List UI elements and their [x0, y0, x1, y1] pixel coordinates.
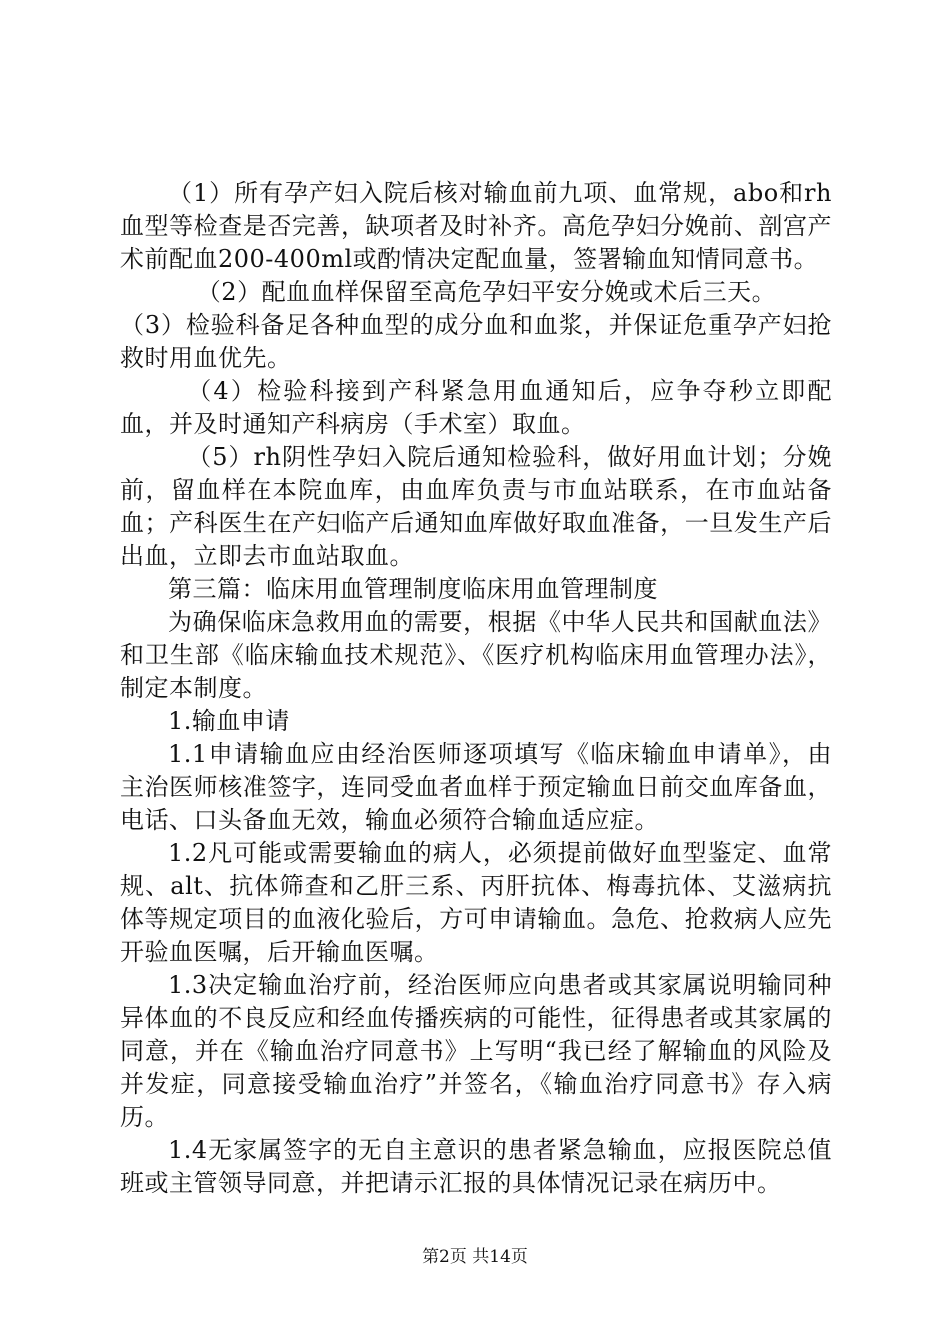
paragraph-purpose: 为确保临床急救用血的需要，根据《中华人民共和国献血法》和卫生部《临床输血技术规范》、《医疗机构临床用血管理办法》，制定本制度。: [120, 608, 832, 702]
paragraph-rh-negative: （5）rh阴性孕妇入院后通知检验科，做好用血计划；分娩前，留血样在本院血库，由血库负责与市血站联系，在市血站备血；产科医生在产妇临产后通知血库做好取血准备，一旦发生产后出血，立即去市血站取血。: [120, 443, 832, 570]
paragraph-1-2: 1.2凡可能或需要输血的病人，必须提前做好血型鉴定、血常规、alt、抗体筛查和乙肝三系、丙肝抗体、梅毒抗体、艾滋病抗体等规定项目的血液化验后，方可申请输血。急危、抢救病人应先开验血医嘱，后开输血医嘱。: [120, 839, 832, 966]
paragraph-1-3: 1.3决定输血治疗前，经治医师应向患者或其家属说明输同种异体血的不良反应和经血传播疾病的可能性，征得患者或其家属的同意，并在《输血治疗同意书》上写明“我已经了解输血的风险及并发症，同意接受输血治疗”并签名，《输血治疗同意书》存入病历。: [120, 971, 832, 1131]
paragraph-lab-reserve: （3）检验科备足各种血型的成分血和血浆，并保证危重孕产妇抢救时用血优先。: [120, 311, 832, 372]
paragraph-emergency-notice: （4）检验科接到产科紧急用血通知后，应争夺秒立即配血，并及时通知产科病房（手术室）取血。: [120, 377, 832, 438]
subheading-transfusion-request: 1.输血申请: [168, 707, 290, 735]
paragraph-blood-check: （1）所有孕产妇入院后核对输血前九项、血常规，abo和rh血型等检查是否完善，缺项者及时补齐。高危孕妇分娩前、剖宫产术前配血200-400ml或酌情决定配血量，签署输血知情同意书。: [120, 179, 832, 273]
page-footer: 第2页 共14页: [422, 1247, 528, 1267]
paragraph-sample-retention: （2）配血血样保留至高危孕妇平安分娩或术后三天。: [196, 278, 777, 306]
document-body: [120, 177, 832, 1200]
section-heading: 第三篇：临床用血管理制度临床用血管理制度: [168, 575, 658, 603]
paragraph-1-1: 1.1申请输血应由经治医师逐项填写《临床输血申请单》，由主治医师核准签字，连同受血者血样于预定输血日前交血库备血，电话、口头备血无效，输血必须符合输血适应症。: [120, 740, 832, 834]
paragraph-1-4: 1.4无家属签字的无自主意识的患者紧急输血，应报医院总值班或主管领导同意，并把请示汇报的具体情况记录在病历中。: [120, 1136, 832, 1197]
